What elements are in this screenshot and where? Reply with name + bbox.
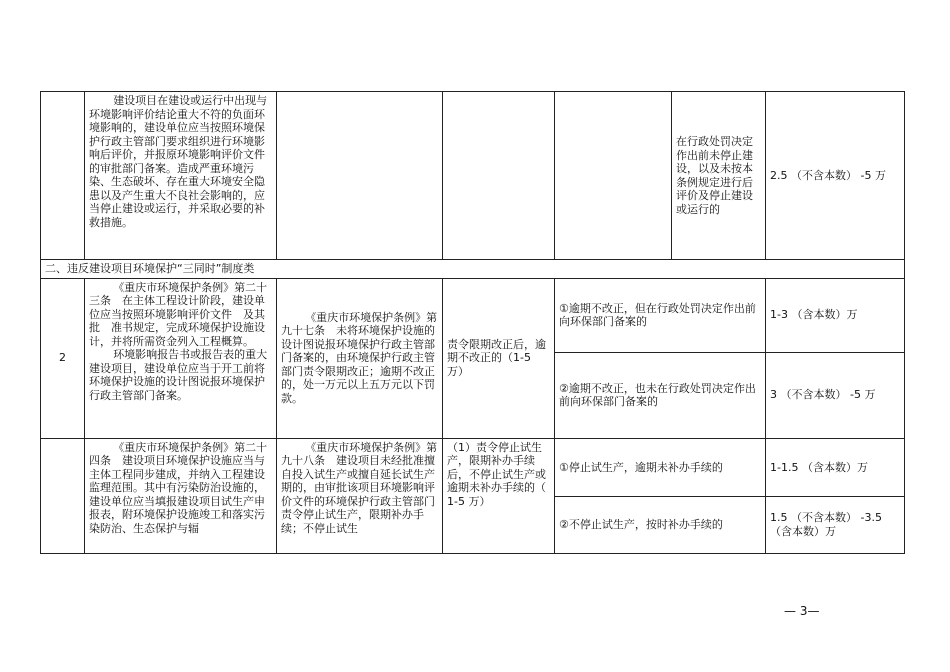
circumstance-text: ①停止试生产，逾期未补办手续的 [559, 460, 723, 474]
measure-cell [443, 278, 555, 438]
item-number: 2 [59, 351, 66, 365]
standard-cell [766, 438, 905, 497]
penalty-provision-cell [277, 278, 443, 438]
penalty-provision-cell [277, 438, 443, 553]
legal-basis-cell [85, 92, 277, 260]
table-row [41, 278, 905, 352]
standard-cell [766, 352, 905, 438]
circumstance-text: ①逾期不改正，但在行政处罚决定作出前向环保部门备案的 [559, 301, 756, 328]
standard-text: 1-3 （含本数）万 [770, 308, 858, 322]
number-cell [41, 92, 85, 260]
section-title: 二、违反建设项目环境保护“三同时”制度类 [45, 262, 255, 275]
measure-cell [443, 438, 555, 553]
circumstance-cell [555, 497, 766, 554]
number-cell [41, 278, 85, 438]
table-row [41, 92, 905, 260]
circumstance-text: ②逾期不改正，也未在行政处罚决定作出前向环保部门备案的 [559, 381, 756, 408]
legal-basis-text: 《重庆市环境保护条例》第二十三条 在主体工程设计阶段，建设单位应当按照环境影响评价文件 及其批 准书规定，完成环境保护设施设计，并将所需资金列入工程概算。 [89, 280, 268, 348]
penalty-provision-cell [277, 92, 443, 260]
legal-basis-cell [85, 438, 277, 553]
section-heading-row [41, 260, 905, 279]
standard-cell [766, 278, 905, 352]
measure-text: 责令限期改正后，逾期不改正的（1-5 万） [447, 337, 546, 378]
penalty-provision-text: 《重庆市环境保护条例》第九十七条 未将环境保护设施的设计图说报环境保护行政主管部门备案的，由环境保护行政主管部门责令限期改正；逾期不改正的，处一万元以上五万元以下罚款。 [281, 310, 438, 405]
circumstance-cell [555, 278, 766, 352]
circumstance-text: ②不停止试生产，按时补办手续的 [559, 518, 723, 531]
table-row [41, 438, 905, 497]
circumstance-cell [555, 352, 766, 438]
standard-cell [766, 497, 905, 554]
legal-basis-text: 建设项目在建设或运行中出现与环境影响评价结论重大不符的负面环境影响的，建设单位应当按照环境保护行政主管部门要求组织进行环境影响后评价，并报原环境影响评价文件的审批部门备案。造成严重环境污染、生态破坏、存在重大环境安全隐患以及产生重大不良社会影响的，应当停止建设或运行，并采取必要的补救措施。 [89, 94, 268, 229]
legal-basis-text: 《重庆市环境保护条例》第二十四条 建设项目环境保护设施应当与主体工程同步建成，并纳入工程建设监理范围。其中有污染防治设施的，建设单位应当填报建设项目试生产申报表，附环境保护设施竣工和落实污染防治、生态保护与辐 [89, 440, 268, 535]
legal-basis-cell [85, 278, 277, 438]
measure-text: （1）责令停止试生产，限期补办手续后，不停止试生产或逾期未补办手续的（ 1-5 万） [447, 440, 546, 508]
standard-text: 1.5 （不含本数） -3.5 （含本数）万 [770, 511, 882, 538]
empty-cell [555, 92, 672, 260]
standard-text: 3 （不含本数） -5 万 [770, 388, 876, 402]
circumstance-cell [555, 438, 766, 497]
circumstance-cell [672, 92, 766, 260]
number-cell [41, 438, 85, 553]
legal-basis-text-2: 环境影响报告书或报告表的重大建设项目，建设单位应当于开工前将环境保护设施的设计图说报环境保护行政主管部门备案。 [89, 348, 268, 402]
penalty-provision-text: 《重庆市环境保护条例》第九十八条 建设项目未经批准擅自投入试生产或擅自延长试生产期的，由审批该项目环境影响评价文件的环境保护行政主管部门责令停止试生产，限期补办手续；不停止试生 [281, 440, 438, 535]
page-number: — 3— [784, 604, 820, 618]
penalty-standard-table [40, 91, 905, 554]
section-heading [41, 260, 905, 279]
measure-cell [443, 92, 555, 260]
standard-text: 1-1.5 （含本数）万 [770, 460, 868, 474]
standard-cell [766, 92, 905, 260]
standard-text: 2.5 （不含本数） -5 万 [770, 168, 886, 182]
circumstance-text: 在行政处罚决定作出前未停止建设，以及未按本条例规定进行后评价及停止建设或运行的 [676, 135, 753, 216]
